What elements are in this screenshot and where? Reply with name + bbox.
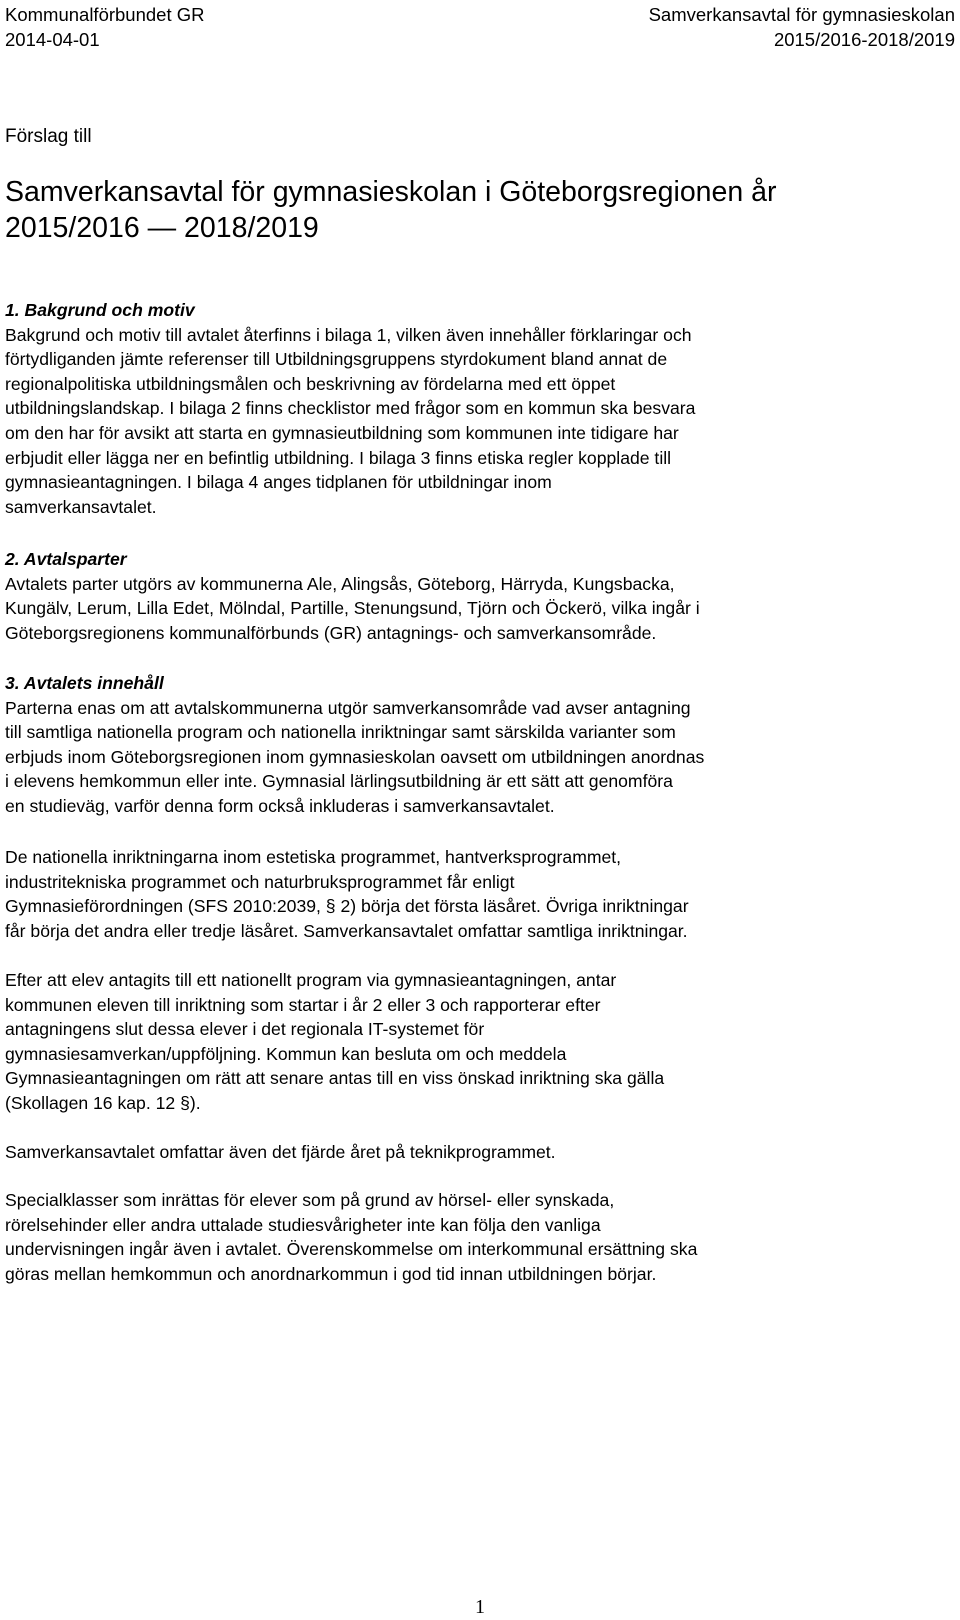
section-heading: 1. Bakgrund och motiv (5, 300, 195, 320)
header-period: 2015/2016-2018/2019 (773, 29, 955, 50)
text-line: Göteborgsregionens kommunalförbunds (GR) antagnings- och samverkansområde. (5, 622, 657, 643)
text-line: (Skollagen 16 kap. 12 §). (5, 1092, 201, 1113)
text-line: kommunen eleven till inriktning som startar i år 2 eller 3 och rapporterar efter (5, 994, 601, 1015)
section-heading: 3. Avtalets innehåll (5, 673, 164, 693)
title-line: 2015/2016 — 2018/2019 (5, 212, 319, 244)
page-header (5, 2, 955, 52)
text-line: Gymnasieförordningen (SFS 2010:2039, § 2) börja det första läsåret. Övriga inriktningar (5, 896, 689, 917)
text-line: Avtalets parter utgörs av kommunerna Ale, Alingsås, Göteborg, Härryda, Kungsbacka, (5, 573, 675, 594)
page-number: 1 (475, 1596, 485, 1618)
text-line: Gymnasieantagningen om rätt att senare antas till en viss önskad inriktning ska gälla (5, 1068, 665, 1089)
intro-text: Förslag till (5, 126, 92, 147)
text-line: undervisningen ingår även i avtalet. Överenskommelse om interkommunal ersättning ska (5, 1239, 698, 1260)
text-line: erbjuds inom Göteborgsregionen inom gymnasieskolan oavsett om utbildningen anordnas (5, 746, 705, 767)
text-line: Samverkansavtalet omfattar även det fjärde året på teknikprogrammet. (5, 1142, 556, 1162)
paragraph (5, 1140, 950, 1165)
text-line: Efter att elev antagits till ett nationellt program via gymnasieantagningen, antar (5, 970, 617, 990)
text-line: i elevens hemkommun eller inte. Gymnasial lärlingsutbildning är ett sätt att genomföra (5, 771, 673, 792)
section-innehall (5, 671, 950, 819)
header-document-name: Samverkansavtal för gymnasieskolan (648, 4, 955, 25)
text-line: industritekniska programmet och naturbruksprogrammet får enligt (5, 871, 515, 892)
section-bakgrund (5, 298, 950, 519)
text-line: förtydliganden jämte referenser till Utbildningsgruppens styrdokument bland annat de (5, 349, 668, 370)
text-line: göras mellan hemkommun och anordnarkommun i god tid innan utbildningen börjar. (5, 1263, 657, 1284)
text-line: samverkansavtalet. (5, 496, 157, 517)
text-line: Bakgrund och motiv till avtalet återfinns i bilaga 1, vilken även innehåller förklaringar och (5, 324, 692, 345)
text-line: gymnasiesamverkan/uppföljning. Kommun kan besluta om och meddela (5, 1043, 567, 1064)
text-line: om den har för avsikt att starta en gymnasieutbildning som kommunen inte tidigare har (5, 422, 679, 443)
header-organization: Kommunalförbundet GR (5, 4, 205, 25)
document-title (5, 174, 945, 246)
section-heading: 2. Avtalsparter (5, 549, 127, 569)
text-line: en studieväg, varför denna form också inkluderas i samverkansavtalet. (5, 795, 555, 816)
title-line: Samverkansavtal för gymnasieskolan i Göteborgsregionen år (5, 176, 777, 208)
header-date: 2014-04-01 (5, 29, 100, 50)
section-avtalsparter (5, 547, 950, 645)
text-line: rörelsehinder eller andra uttalade studiesvårigheter inte kan följa den vanliga (5, 1214, 601, 1235)
text-line: till samtliga nationella program och nationella inriktningar samt särskilda varianter som (5, 722, 676, 743)
text-line: erbjudit eller lägga ner en befintlig utbildning. I bilaga 3 finns etiska regler kopplade till (5, 447, 672, 468)
text-line: utbildningslandskap. I bilaga 2 finns checklistor med frågor som en kommun ska besvara (5, 398, 696, 419)
paragraph (5, 968, 950, 1116)
text-line: gymnasieantagningen. I bilaga 4 anges tidplanen för utbildningar inom (5, 472, 552, 493)
text-line: Parterna enas om att avtalskommunerna utgör samverkansområde vad avser antagning (5, 697, 691, 718)
paragraph (5, 1188, 950, 1286)
text-line: De nationella inriktningarna inom estetiska programmet, hantverksprogrammet, (5, 847, 622, 867)
paragraph (5, 845, 950, 943)
text-line: får börja det andra eller tredje läsåret. Samverkansavtalet omfattar samtliga inriktningar. (5, 920, 688, 941)
text-line: Specialklasser som inrättas för elever som på grund av hörsel- eller synskada, (5, 1190, 615, 1210)
text-line: antagningens slut dessa elever i det regionala IT-systemet för (5, 1019, 485, 1040)
text-line: Kungälv, Lerum, Lilla Edet, Mölndal, Partille, Stenungsund, Tjörn och Öckerö, vilka ingår i (5, 598, 700, 619)
text-line: regionalpolitiska utbildningsmålen och beskrivning av fördelarna med ett öppet (5, 373, 616, 394)
